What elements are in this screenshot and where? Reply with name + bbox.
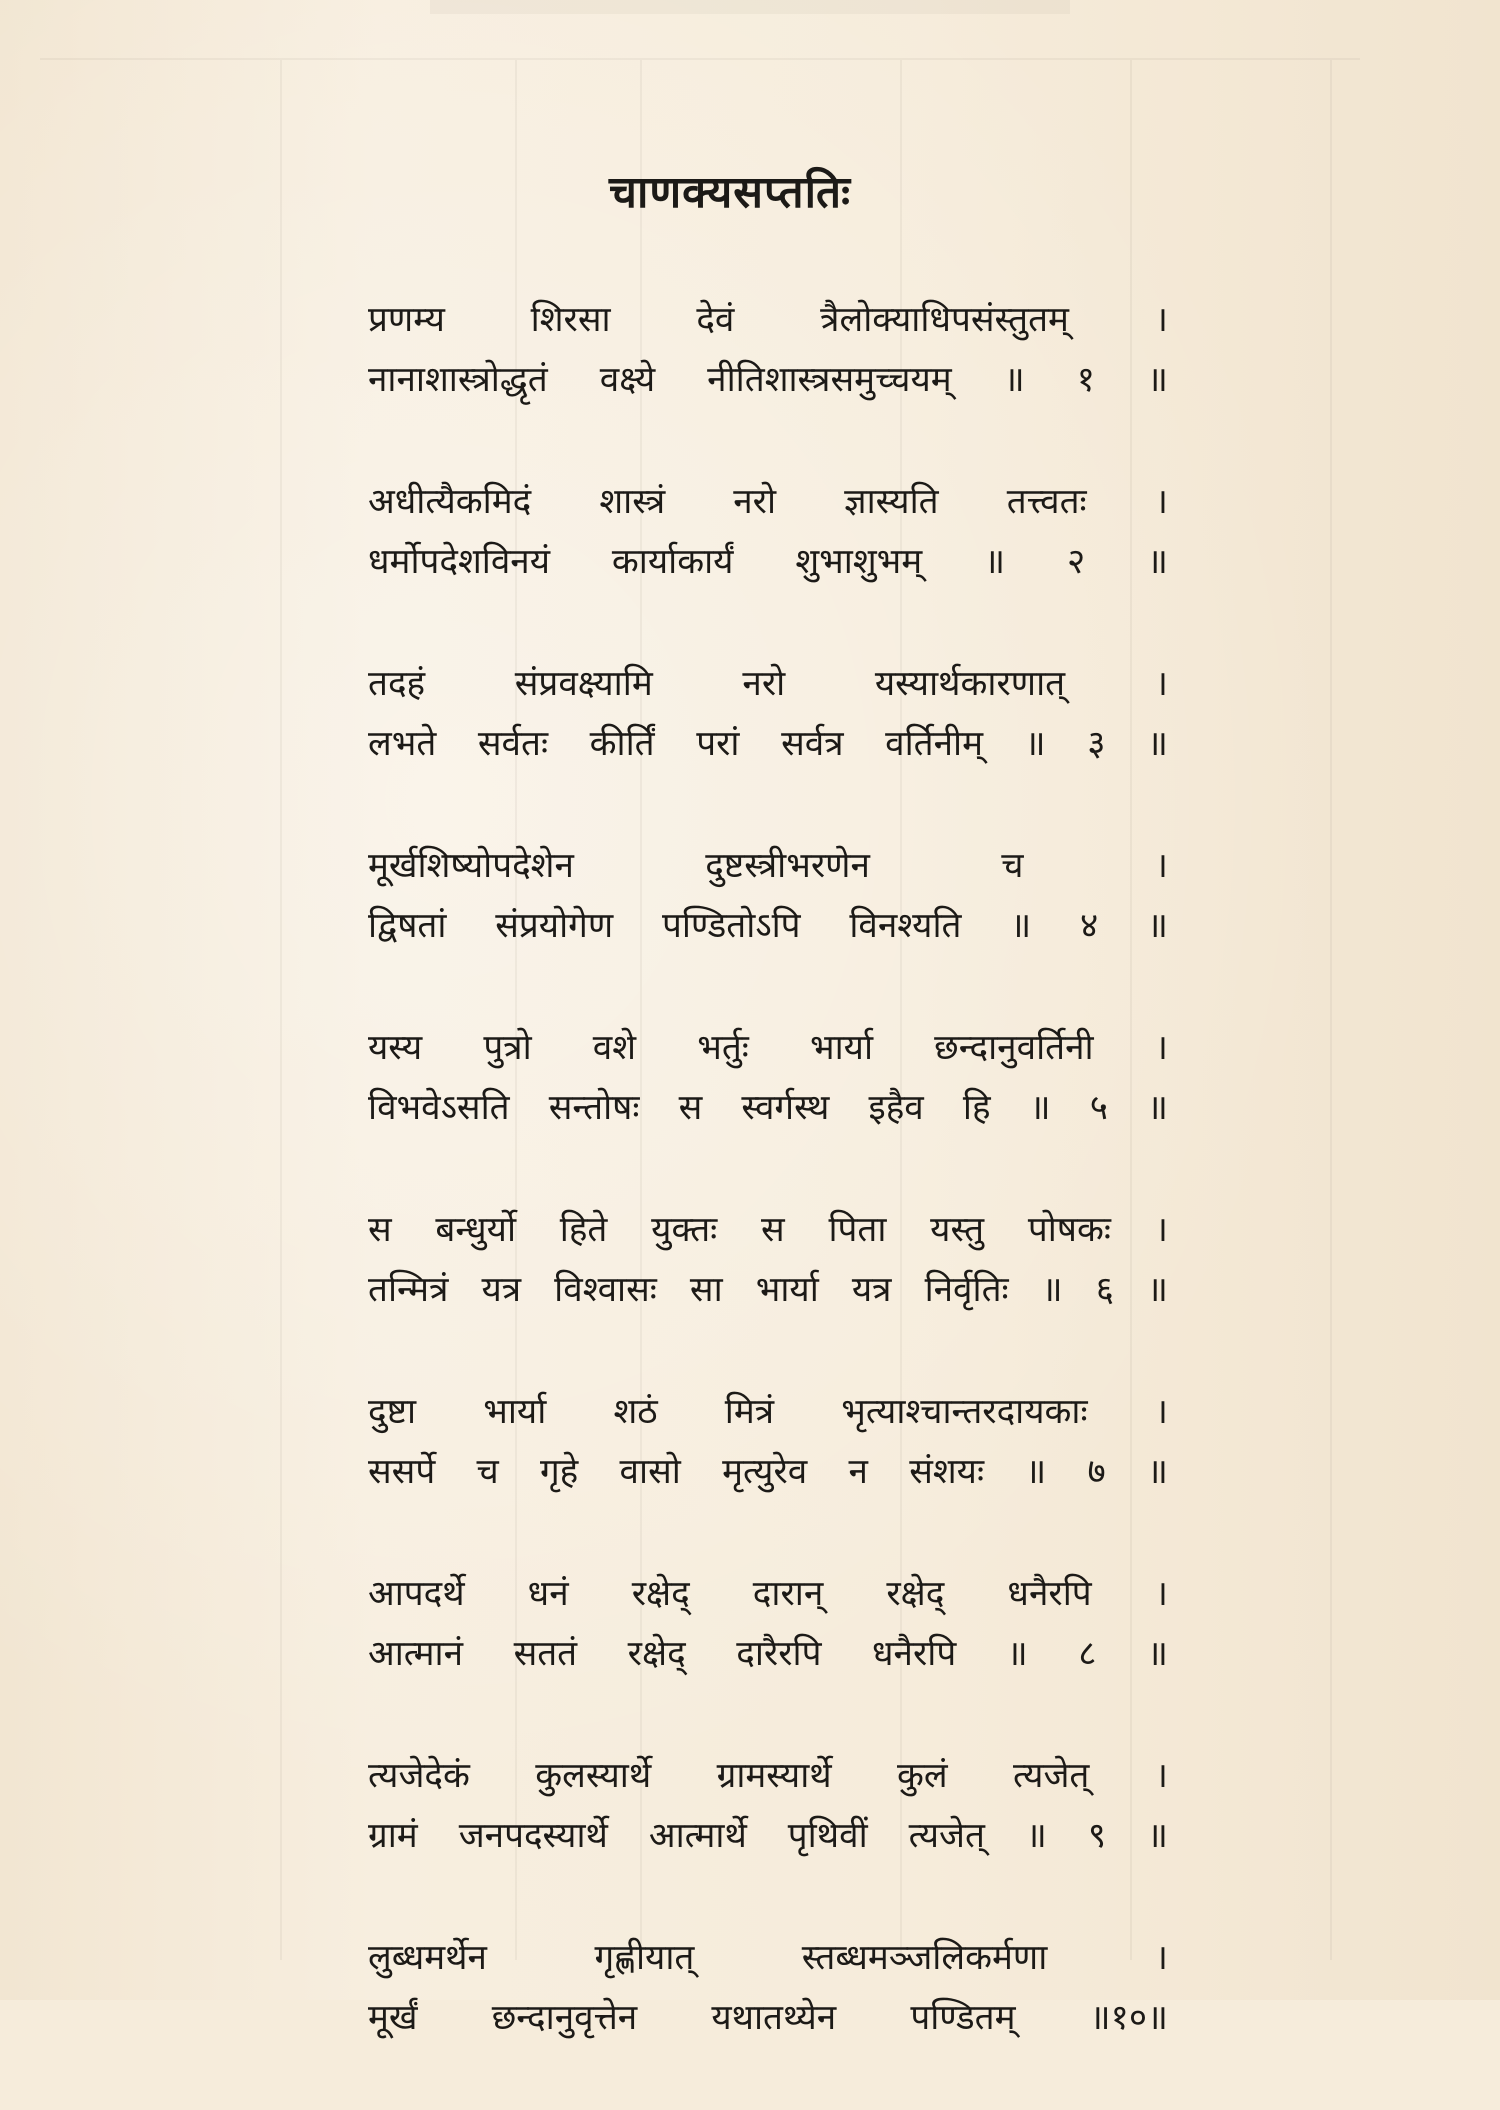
show-through-column-line (1330, 60, 1332, 1960)
verse-line: स बन्धुर्यो हिते युक्तः स पिता यस्तु पोषकः । (368, 1210, 1168, 1250)
verse-line: यस्य पुत्रो वशे भर्तुः भार्या छन्दानुवर्तिनी । (368, 1028, 1168, 1068)
verse-list (368, 290, 1168, 2110)
verse-8 (368, 1564, 1168, 1684)
page-title: चाणक्यसप्ततिः (609, 167, 851, 218)
show-through-rule (40, 58, 1360, 60)
verse-10 (368, 1928, 1168, 2048)
verse-line: अधीत्यैकमिदं शास्त्रं नरो ज्ञास्यति तत्त्वतः । (368, 482, 1168, 522)
verse-line: ससर्पे च गृहे वासो मृत्युरेव न संशयः ॥ ७ ॥ (368, 1452, 1168, 1492)
verse-line: लुब्धमर्थेन गृह्णीयात् स्तब्धमञ्जलिकर्मणा । (368, 1938, 1168, 1978)
verse-line: ग्रामं जनपदस्यार्थे आत्मार्थे पृथिवीं त्यजेत् ॥ ९ ॥ (368, 1816, 1168, 1856)
verse-2 (368, 472, 1168, 592)
verse-line: द्विषतां संप्रयोगेण पण्डितोऽपि विनश्यति ॥ ४ ॥ (368, 906, 1168, 946)
verse-6 (368, 1200, 1168, 1320)
show-through-column-line (280, 60, 282, 1960)
verse-7 (368, 1382, 1168, 1502)
verse-5 (368, 1018, 1168, 1138)
show-through-header (430, 0, 1070, 14)
verse-1 (368, 290, 1168, 410)
verse-line: मूर्खं छन्दानुवृत्तेन यथातथ्येन पण्डितम् ॥१०॥ (368, 1998, 1168, 2038)
verse-9 (368, 1746, 1168, 1866)
verse-line: नानाशास्त्रोद्धृतं वक्ष्ये नीतिशास्त्रसमुच्चयम् ॥ १ ॥ (368, 360, 1168, 400)
verse-line: तदहं संप्रवक्ष्यामि नरो यस्यार्थकारणात् । (368, 664, 1168, 704)
verse-line: आपदर्थे धनं रक्षेद् दारान् रक्षेद् धनैरपि । (368, 1574, 1168, 1614)
verse-line: लभते सर्वतः कीर्तिं परां सर्वत्र वर्तिनीम् ॥ ३ ॥ (368, 724, 1168, 764)
verse-line: विभवेऽसति सन्तोषः स स्वर्गस्थ इहैव हि ॥ ५ ॥ (368, 1088, 1168, 1128)
verse-4 (368, 836, 1168, 956)
verse-line: प्रणम्य शिरसा देवं त्रैलोक्याधिपसंस्तुतम् । (368, 300, 1168, 340)
verse-line: तन्मित्रं यत्र विश्वासः सा भार्या यत्र निर्वृतिः ॥ ६ ॥ (368, 1270, 1168, 1310)
verse-line: मूर्खशिष्योपदेशेन दुष्टस्त्रीभरणेन च । (368, 846, 1168, 886)
verse-line: आत्मानं सततं रक्षेद् दारैरपि धनैरपि ॥ ८ ॥ (368, 1634, 1168, 1674)
verse-line: धर्मोपदेशविनयं कार्याकार्यं शुभाशुभम् ॥ २ ॥ (368, 542, 1168, 582)
verse-line: त्यजेदेकं कुलस्यार्थे ग्रामस्यार्थे कुलं त्यजेत् । (368, 1756, 1168, 1796)
verse-line: दुष्टा भार्या शठं मित्रं भृत्याश्चान्तरदायकाः । (368, 1392, 1168, 1432)
verse-3 (368, 654, 1168, 774)
